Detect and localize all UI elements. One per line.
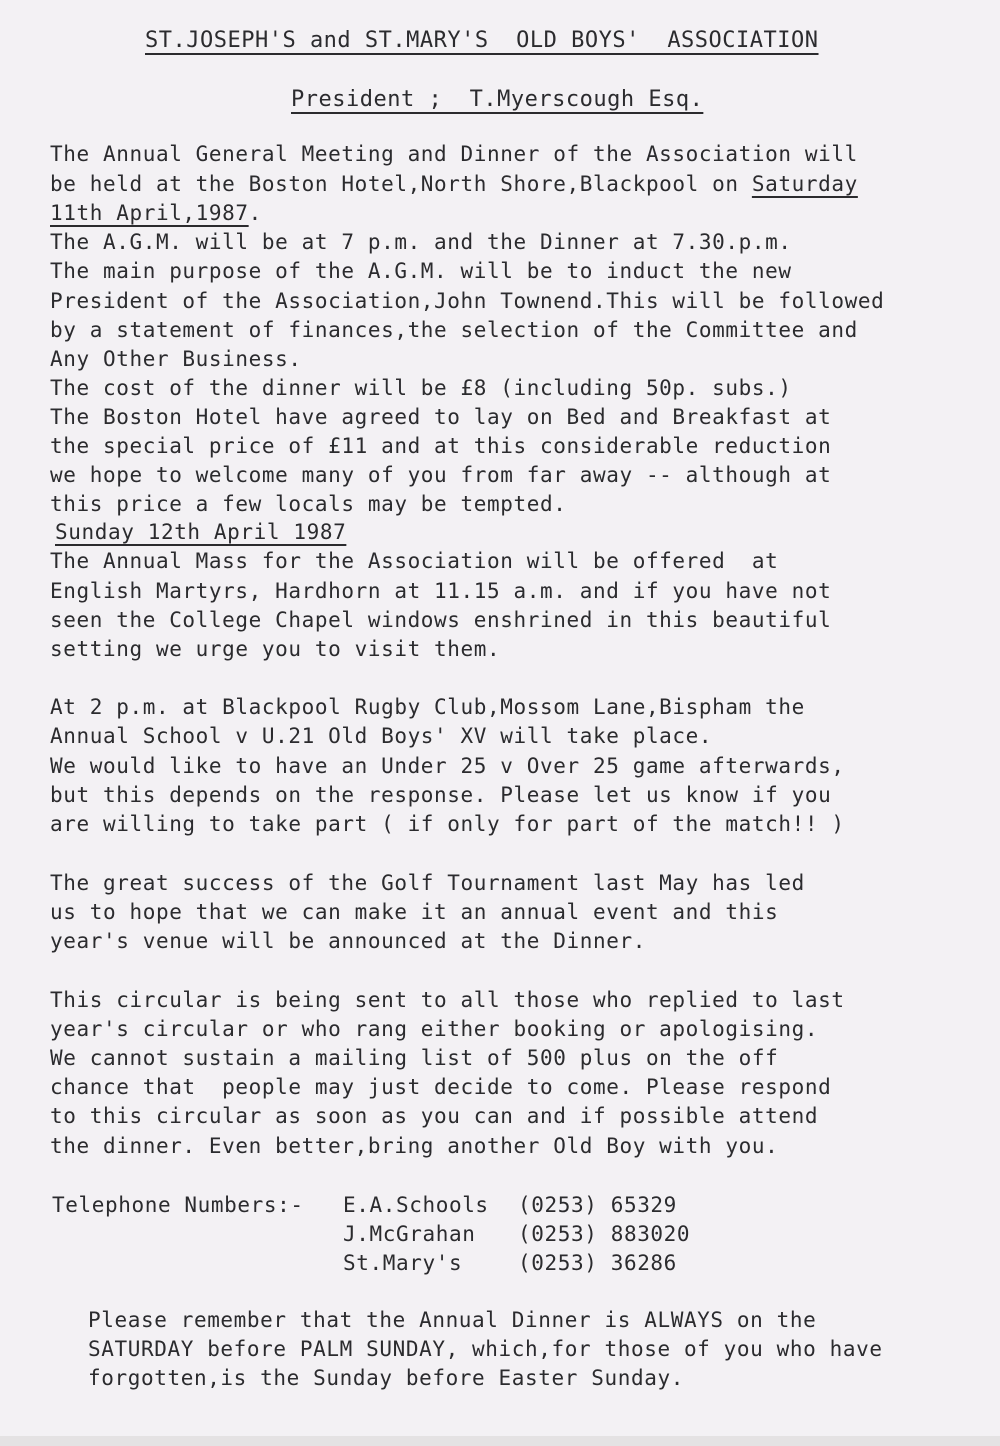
circular-line: the dinner. Even better,bring another Old Boy with you. bbox=[50, 1134, 779, 1158]
agm-line: Any Other Business. bbox=[50, 347, 302, 371]
agm-line-text: be held at the Boston Hotel,North Shore,Blackpool on bbox=[50, 172, 752, 196]
golf-line: year's venue will be announced at the Dinner. bbox=[50, 929, 646, 953]
agm-date: 11th April,1987 bbox=[50, 201, 249, 225]
reminder-line: SATURDAY before PALM SUNDAY, which,for those of you who have bbox=[88, 1337, 883, 1361]
agm-date-suffix: . bbox=[248, 201, 262, 225]
circular-line: chance that people may just decide to come. Please respond bbox=[50, 1075, 832, 1099]
reminder-line: forgotten,is the Sunday before Easter Sunday. bbox=[88, 1366, 684, 1390]
president-line: President ; T.Myerscough Esq. bbox=[291, 87, 704, 112]
reminder-line: Please remember that the Annual Dinner is ALWAYS on the bbox=[88, 1308, 817, 1332]
agm-line: by a statement of finances,the selection of the Committee and bbox=[50, 318, 858, 342]
agm-line: The A.G.M. will be at 7 p.m. and the Dinner at 7.30.p.m. bbox=[50, 230, 792, 254]
rugby-line: We would like to have an Under 25 v Over 25 game afterwards, bbox=[50, 754, 845, 778]
circular-line: We cannot sustain a mailing list of 500 plus on the off bbox=[50, 1046, 779, 1070]
agm-line: President of the Association,John Townend.This will be followed bbox=[50, 289, 885, 313]
phone-number: (0253) 883020 bbox=[518, 1222, 691, 1246]
rugby-line: At 2 p.m. at Blackpool Rugby Club,Mossom Lane,Bispham the bbox=[50, 695, 805, 719]
sunday-line: seen the College Chapel windows enshrined in this beautiful bbox=[50, 608, 832, 632]
page-bottom-edge bbox=[0, 1436, 1000, 1446]
agm-line: this price a few locals may be tempted. bbox=[50, 492, 567, 516]
agm-line: The Annual General Meeting and Dinner of the Association will bbox=[50, 142, 858, 166]
agm-line: The Boston Hotel have agreed to lay on Bed and Breakfast at bbox=[50, 405, 832, 429]
phone-name: St.Mary's bbox=[343, 1251, 463, 1275]
rugby-line: are willing to take part ( if only for part of the match!! ) bbox=[50, 812, 845, 836]
agm-line: The cost of the dinner will be £8 (including 50p. subs.) bbox=[50, 376, 792, 400]
sunday-line: setting we urge you to visit them. bbox=[50, 637, 501, 661]
circular-line: year's circular or who rang either booking or apologising. bbox=[50, 1017, 819, 1041]
rugby-line: Annual School v U.21 Old Boys' XV will take place. bbox=[50, 724, 713, 748]
sunday-line: English Martyrs, Hardhorn at 11.15 a.m. and if you have not bbox=[50, 579, 832, 603]
sunday-line: The Annual Mass for the Association will be offered at bbox=[50, 549, 779, 573]
golf-line: us to hope that we can make it an annual event and this bbox=[50, 900, 779, 924]
agm-line: we hope to welcome many of you from far away -- although at bbox=[50, 463, 832, 487]
agm-date-day: Saturday bbox=[751, 172, 858, 196]
agm-date-line bbox=[50, 199, 262, 228]
rugby-line: but this depends on the response. Please let us know if you bbox=[50, 783, 832, 807]
phone-number: (0253) 65329 bbox=[518, 1193, 677, 1217]
agm-line-with-date bbox=[50, 170, 858, 199]
circular-line: This circular is being sent to all those who replied to last bbox=[50, 988, 845, 1012]
sunday-heading: Sunday 12th April 1987 bbox=[55, 520, 347, 544]
phone-name: E.A.Schools bbox=[343, 1193, 489, 1217]
agm-line: The main purpose of the A.G.M. will be to induct the new bbox=[50, 259, 792, 283]
circular-line: to this circular as soon as you can and if possible attend bbox=[50, 1104, 819, 1128]
phone-name: J.McGrahan bbox=[343, 1222, 476, 1246]
phone-number: (0253) 36286 bbox=[518, 1251, 677, 1275]
telephone-label: Telephone Numbers:- bbox=[52, 1193, 304, 1217]
association-title: ST.JOSEPH'S and ST.MARY'S OLD BOYS' ASSOCIATION bbox=[145, 28, 819, 53]
agm-line: the special price of £11 and at this considerable reduction bbox=[50, 434, 832, 458]
golf-line: The great success of the Golf Tournament last May has led bbox=[50, 871, 805, 895]
